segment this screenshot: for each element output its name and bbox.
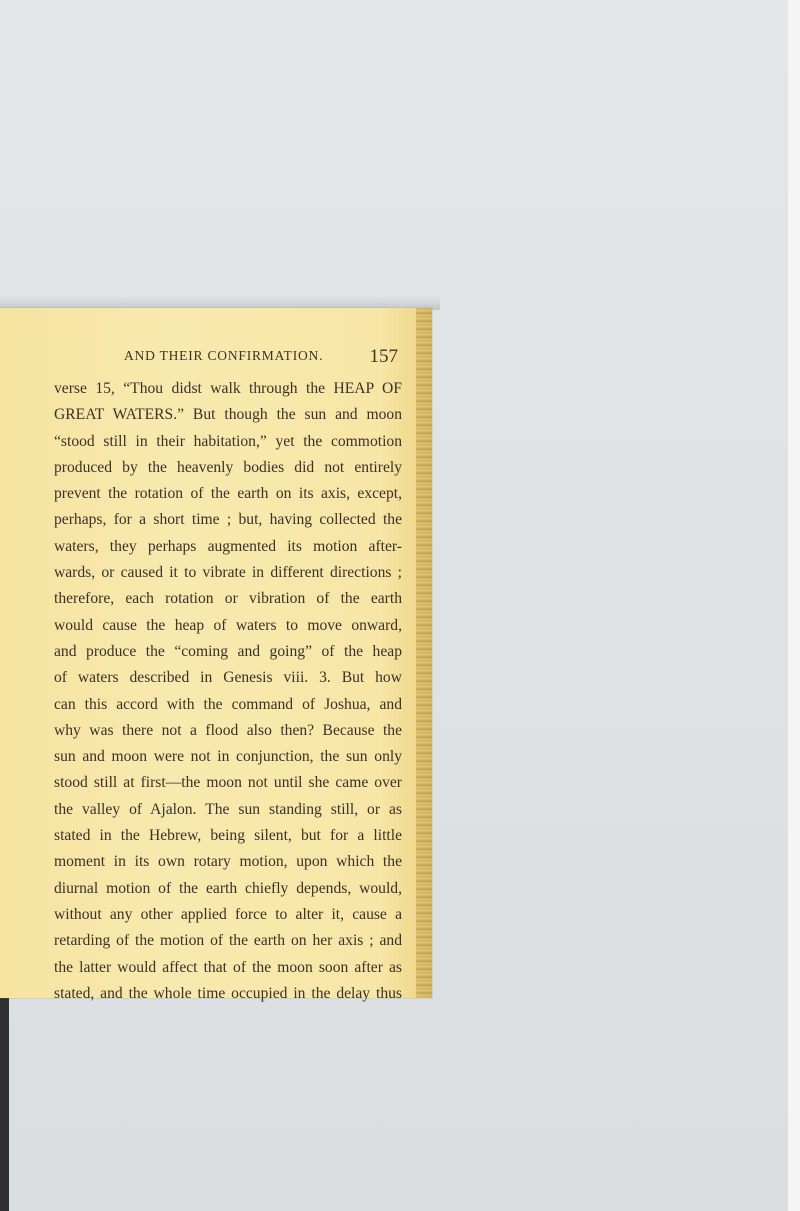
text-line: the latter would affect that of the moon soon after as: [54, 958, 402, 976]
text-line: and produce the “coming and going” of the heap: [54, 642, 402, 660]
book-page: [0, 308, 432, 1002]
text-line: perhaps, for a short time ; but, having collected the: [54, 511, 402, 529]
text-line: would cause the heap of waters to move onward,: [54, 616, 402, 634]
text-line: wards, or caused it to vibrate in different directions ;: [54, 564, 402, 582]
body-text: [54, 376, 402, 1007]
text-line: prevent the rotation of the earth on its axis, except,: [54, 485, 402, 503]
text-line: produced by the heavenly bodies did not entirely: [54, 458, 402, 476]
running-title: AND THEIR CONFIRMATION.: [124, 348, 324, 363]
text-line: waters, they perhaps augmented its motion after-: [54, 537, 402, 555]
scan-dark-edge: [0, 990, 9, 1211]
text-line: diurnal motion of the earth chiefly depends, would,: [54, 879, 402, 897]
running-head: [124, 346, 414, 376]
text-line: stated in the Hebrew, being silent, but for a little: [54, 827, 402, 845]
page-edge-binding: [416, 308, 432, 998]
text-line: verse 15, “Thou didst walk through the HEAP OF: [54, 380, 402, 397]
text-line: sun and moon were not in conjunction, the sun only: [54, 748, 402, 766]
text-line: GREAT WATERS.” But though the sun and moon: [54, 406, 402, 424]
scan-background-edge: [788, 0, 800, 1211]
text-line: of waters described in Genesis viii. 3. But how: [54, 669, 402, 687]
text-line: can this accord with the command of Joshua, and: [54, 695, 402, 713]
text-line: stated, and the whole time occupied in the delay thus: [54, 984, 402, 1002]
text-line: therefore, each rotation or vibration of the earth: [54, 590, 402, 608]
page-number: 157: [369, 346, 398, 367]
text-line: retarding of the motion of the earth on her axis ; and: [54, 932, 402, 950]
text-line: without any other applied force to alter it, cause a: [54, 905, 402, 923]
text-line: the valley of Ajalon. The sun standing still, or as: [54, 800, 402, 818]
text-line: moment in its own rotary motion, upon which the: [54, 853, 402, 871]
text-line: “stood still in their habitation,” yet the commotion: [54, 432, 402, 450]
text-line: stood still at first—the moon not until she came over: [54, 774, 402, 792]
text-line: why was there not a flood also then? Because the: [54, 721, 402, 739]
